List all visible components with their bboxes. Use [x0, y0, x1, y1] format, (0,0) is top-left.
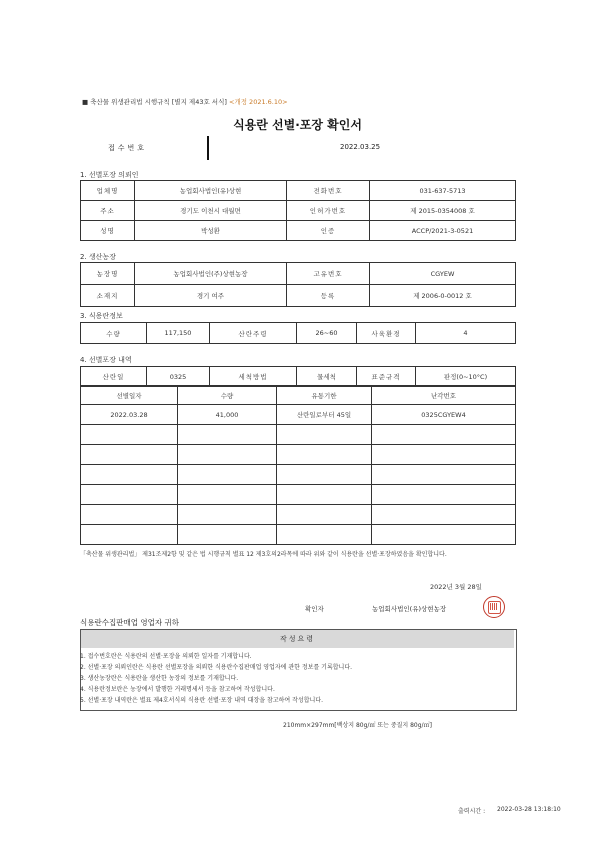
table-row — [81, 263, 516, 285]
table-row — [81, 201, 516, 221]
table-row — [81, 367, 516, 387]
list-item: 5. 선별·포장 내역란은 별표 제4호서식의 식용란 선별·포장 내역 대장을 참고하여 작성합니다. — [80, 697, 323, 704]
farm-location-label: 소재지 — [81, 285, 135, 307]
table-row — [81, 405, 516, 425]
cell-sort-date — [81, 525, 178, 545]
farm-name-label: 농장명 — [81, 263, 135, 285]
client-address-value: 경기도 이천시 대월면 — [135, 201, 287, 221]
section-farm-heading: 2. 생산농장 — [80, 253, 116, 261]
cell-shell-number — [372, 425, 516, 445]
client-phone-label: 전화번호 — [287, 181, 370, 201]
cell-expiry: 산란일로부터 45일 — [277, 405, 372, 425]
client-cert-label: 인증 — [287, 221, 370, 241]
header-sort-date: 선별일자 — [81, 386, 178, 405]
client-table — [80, 180, 516, 241]
cell-shell-number — [372, 485, 516, 505]
table-row — [81, 323, 516, 344]
cell-expiry — [277, 445, 372, 465]
cell-shell-number — [372, 525, 516, 545]
table-row — [81, 181, 516, 201]
cell-quantity — [178, 445, 277, 465]
egg-house-label: 사육환경 — [357, 323, 416, 344]
print-time-label: 출력시간 : — [458, 808, 486, 815]
farm-reg-label: 등록 — [287, 285, 370, 307]
cell-expiry — [277, 505, 372, 525]
table-row — [81, 485, 516, 505]
table-row — [81, 505, 516, 525]
cell-shell-number — [372, 465, 516, 485]
cell-sort-date: 2022.03.28 — [81, 405, 178, 425]
cell-expiry — [277, 485, 372, 505]
client-address-label: 주소 — [81, 201, 135, 221]
farm-location-value: 경기 여주 — [135, 285, 287, 307]
cell-sort-date — [81, 425, 178, 445]
egg-qty-value: 117,150 — [147, 323, 210, 344]
cell-quantity — [178, 525, 277, 545]
egg-info-table — [80, 322, 516, 344]
farm-table — [80, 262, 516, 307]
sorting-summary-table — [80, 366, 516, 387]
list-item: 2. 선별·포장 의뢰인란은 식용란 선별포장을 의뢰한 식용란수집판매업 영업자에 관한 정보를 기록합니다. — [80, 664, 353, 671]
farm-id-value: CGYEW — [370, 263, 516, 285]
receipt-number-value: 2022.03.25 — [340, 143, 381, 151]
table-row — [81, 221, 516, 241]
section-client-heading: 1. 선별포장 의뢰인 — [80, 171, 139, 179]
cell-quantity — [178, 425, 277, 445]
confirmer-name: 농업회사법인(유)상현농장 — [372, 605, 447, 613]
cell-sort-date — [81, 505, 178, 525]
table-row — [81, 465, 516, 485]
section-sorting-heading: 4. 선별포장 내역 — [80, 356, 132, 364]
wash-method-label: 세척방법 — [210, 367, 297, 387]
farm-id-label: 고유번호 — [287, 263, 370, 285]
client-rep-value: 박성환 — [135, 221, 287, 241]
paper-spec: 210mm×297mm[백상지 80g/㎡ 또는 중질지 80g/㎡] — [283, 722, 432, 729]
confirmer-label: 확인자 — [305, 605, 324, 613]
cell-quantity — [178, 465, 277, 485]
cell-shell-number — [372, 445, 516, 465]
egg-qty-label: 수량 — [81, 323, 147, 344]
cell-expiry — [277, 465, 372, 485]
table-row — [81, 425, 516, 445]
receipt-number-label: 접수번호 — [108, 144, 148, 152]
client-phone-value: 031-637-5713 — [370, 181, 516, 201]
amendment-date: <개정 2021.6.10> — [228, 98, 288, 106]
table-header-row — [81, 386, 516, 405]
receipt-divider — [207, 136, 209, 160]
standard-value: 판정(0~10°C) — [416, 367, 516, 387]
client-license-label: 인허가번호 — [287, 201, 370, 221]
farm-name-value: 농업회사법인(주)상현농장 — [135, 263, 287, 285]
issue-date: 2022년 3월 28일 — [430, 583, 482, 591]
cell-sort-date — [81, 485, 178, 505]
header-expiry: 유통기한 — [277, 386, 372, 405]
cell-shell-number: 0325CGYEW4 — [372, 405, 516, 425]
table-row — [81, 285, 516, 307]
list-item: 4. 식용란정보란은 농장에서 발행한 거래명세서 등을 참고하여 작성합니다. — [80, 686, 275, 693]
print-time-value: 2022-03-28 13:18:10 — [497, 806, 561, 813]
sorting-detail-table — [80, 385, 516, 545]
official-seal-stamp — [483, 596, 505, 618]
cell-sort-date — [81, 465, 178, 485]
header-quantity: 수량 — [178, 386, 277, 405]
form-legal-basis: ■ 축산물 위생관리법 시행규칙 [별지 제43호 서식] <개정 2021.6.10> — [82, 98, 288, 106]
guide-header: 작성요령 — [81, 630, 514, 648]
confirmation-statement: 「축산물 위생관리법」 제31조제2항 및 같은 법 시행규칙 별표 12 제3호의2라목에 따라 위와 같이 식용란을 선별·포장하였음을 확인합니다. — [80, 551, 447, 558]
laying-date-value: 0325 — [147, 367, 210, 387]
farm-reg-value: 제 2006-0-0012 호 — [370, 285, 516, 307]
laying-date-label: 산란일 — [81, 367, 147, 387]
cell-quantity: 41,000 — [178, 405, 277, 425]
list-item: 1. 접수번호란은 식용란의 선별·포장을 의뢰한 일자를 기재합니다. — [80, 653, 252, 660]
section-egg-heading: 3. 식용란정보 — [80, 312, 123, 320]
cell-quantity — [178, 485, 277, 505]
client-name-label: 업체명 — [81, 181, 135, 201]
cell-expiry — [277, 425, 372, 445]
guide-list — [80, 651, 520, 706]
cell-quantity — [178, 505, 277, 525]
cell-expiry — [277, 525, 372, 545]
egg-age-value: 26~60 — [297, 323, 357, 344]
egg-house-value: 4 — [416, 323, 516, 344]
table-row — [81, 525, 516, 545]
client-cert-value: ACCP/2021-3-0521 — [370, 221, 516, 241]
cell-shell-number — [372, 505, 516, 525]
client-license-value: 제 2015-0354008 호 — [370, 201, 516, 221]
recipient-line: 식용란수집판매업 영업자 귀하 — [80, 618, 179, 627]
standard-label: 표준규격 — [357, 367, 416, 387]
egg-age-label: 산란주령 — [210, 323, 297, 344]
header-shell-number: 난각번호 — [372, 386, 516, 405]
list-item: 3. 생산농장란은 식용란을 생산한 농장의 정보를 기재합니다. — [80, 675, 239, 682]
wash-method-value: 물세척 — [297, 367, 357, 387]
client-rep-label: 성명 — [81, 221, 135, 241]
document-title: 식용란 선별·포장 확인서 — [233, 118, 362, 132]
cell-sort-date — [81, 445, 178, 465]
client-name-value: 농업회사법인(유)상현 — [135, 181, 287, 201]
table-row — [81, 445, 516, 465]
